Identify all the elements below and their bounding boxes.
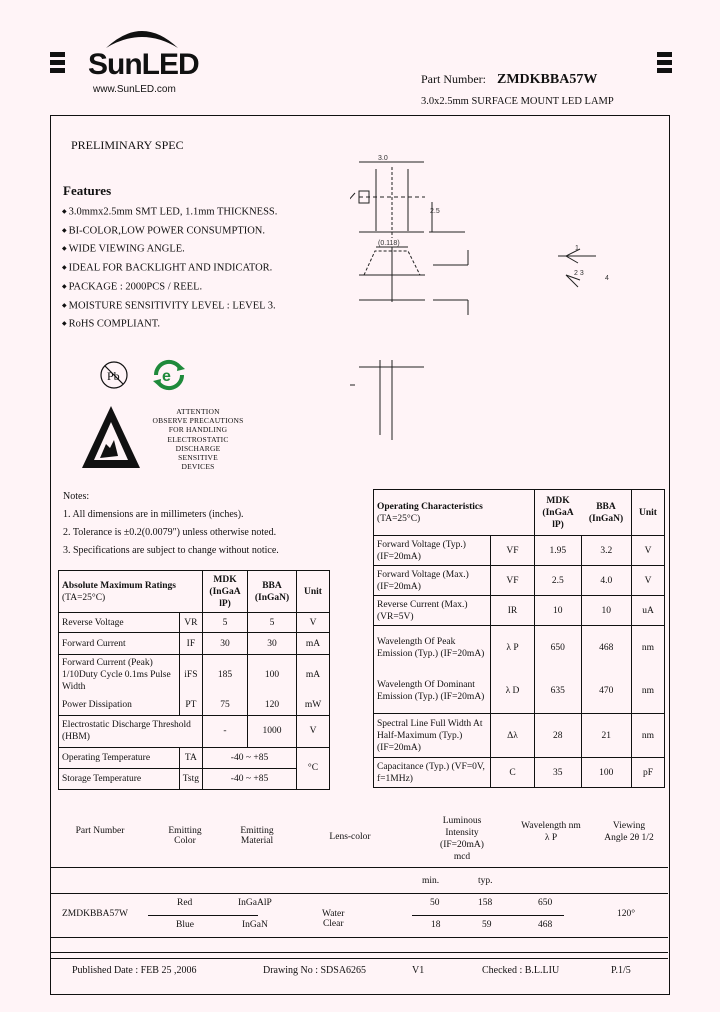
param: Wavelength Of Peak Emission (Typ.) (IF=20mA) — [374, 626, 491, 670]
param: Forward Voltage (Max.) (IF=20mA) — [374, 566, 491, 596]
table-row — [374, 566, 665, 596]
brand-website: www.SunLED.com — [93, 84, 176, 95]
range-value: -40 ~ +85 — [203, 747, 297, 768]
table-row — [59, 747, 330, 768]
param: Capacitance (Typ.) (VF=0V, f=1MHz) — [374, 758, 491, 788]
range-value: -40 ~ +85 — [203, 768, 297, 789]
table-row — [374, 536, 665, 566]
page-number: P.1/5 — [611, 965, 631, 976]
lens-color-value: Water Clear — [322, 909, 345, 929]
emitting-color: Red — [177, 898, 193, 908]
margin-marker-left — [50, 52, 65, 76]
symbol: C — [491, 758, 535, 788]
part-number-line — [421, 72, 597, 88]
unit: V — [297, 613, 330, 633]
svg-text:1: 1 — [575, 245, 579, 252]
emitting-color: Blue — [176, 920, 194, 930]
svg-text:Pb: Pb — [107, 369, 120, 383]
feature-item: ◆ WIDE VIEWING ANGLE. — [62, 240, 277, 259]
op-char-title: Operating Characteristics — [377, 501, 483, 512]
absolute-max-ratings-table — [58, 570, 330, 790]
symbol: iFS — [179, 655, 202, 696]
table-row — [374, 758, 665, 788]
esd-line: SENSITIVE — [178, 453, 218, 463]
spec-status: PRELIMINARY SPEC — [71, 138, 184, 152]
mdk-value: 10 — [535, 596, 582, 626]
param: Spectral Line Full Width At Half-Maximum (Typ.) (IF=20mA) — [374, 714, 491, 758]
bba-value: 21 — [581, 714, 632, 758]
param: Power Dissipation — [59, 695, 180, 715]
bba-value: 100 — [248, 655, 297, 696]
symbol: λ D — [491, 670, 535, 714]
param: Operating Temperature — [59, 747, 180, 768]
bba-value: 4.0 — [581, 566, 632, 596]
table-row — [59, 768, 330, 789]
unit: V — [632, 566, 665, 596]
param: Reverse Voltage — [59, 613, 180, 633]
table-row — [59, 695, 330, 715]
op-char-condition: (TA=25°C) — [377, 513, 421, 524]
mdk-value: 635 — [535, 670, 582, 714]
symbol: IF — [179, 633, 202, 655]
feature-item: ◆ RoHS COMPLIANT. — [62, 315, 277, 334]
bba-value: 30 — [248, 633, 297, 655]
feature-item: ◆ 3.0mmx2.5mm SMT LED, 1.1mm THICKNESS. — [62, 203, 277, 222]
unit: mA — [297, 655, 330, 696]
esd-line: OBSERVE PRECAUTIONS — [152, 416, 244, 426]
abs-max-condition: (TA=25°C) — [62, 592, 106, 603]
unit: uA — [632, 596, 665, 626]
note-item: 1. All dimensions are in millimeters (inches). — [63, 509, 244, 520]
header-lens-color: Lens-color — [329, 832, 371, 842]
mdk-value: 185 — [203, 655, 248, 696]
margin-marker-right — [657, 52, 672, 76]
selection-divider — [51, 958, 668, 959]
abs-max-title: Absolute Maximum Ratings — [62, 580, 177, 591]
unit: nm — [632, 626, 665, 670]
esd-warning-icon — [80, 404, 142, 470]
svg-text:2 3: 2 3 — [574, 270, 584, 277]
symbol: VF — [491, 566, 535, 596]
bba-value: 468 — [581, 626, 632, 670]
note-item: 2. Tolerance is ±0.2(0.0079") unless otherwise noted. — [63, 527, 277, 538]
bba-value: 120 — [248, 695, 297, 715]
notes — [63, 488, 279, 560]
param: Forward Voltage (Typ.) (IF=20mA) — [374, 536, 491, 566]
table-row — [59, 633, 330, 655]
feature-item: ◆ IDEAL FOR BACKLIGHT AND INDICATOR. — [62, 259, 277, 278]
col-unit: Unit — [297, 571, 330, 613]
feature-item: ◆ BI-COLOR,LOW POWER CONSUMPTION. — [62, 222, 277, 241]
drawing-number: Drawing No : SDSA6265 — [263, 965, 367, 976]
col-bba: BBA (InGaN) — [581, 490, 632, 536]
mdk-value: 75 — [203, 695, 248, 715]
unit: mW — [297, 695, 330, 715]
col-mdk: MDK (InGaA lP) — [535, 490, 582, 536]
symbol: IR — [491, 596, 535, 626]
symbol: VR — [179, 613, 202, 633]
mdk-value: 5 — [203, 613, 248, 633]
intensity-min: 18 — [431, 920, 441, 930]
symbol: PT — [179, 695, 202, 715]
bba-value: 470 — [581, 670, 632, 714]
selection-divider — [51, 893, 668, 894]
esd-warning-text — [148, 407, 248, 471]
unit: nm — [632, 670, 665, 714]
notes-title: Notes: — [63, 491, 90, 502]
unit: V — [632, 536, 665, 566]
unit: V — [297, 715, 330, 747]
bba-value: 1000 — [248, 715, 297, 747]
product-subtitle: 3.0x2.5mm SURFACE MOUNT LED LAMP — [421, 96, 614, 107]
symbol: TA — [179, 747, 202, 768]
esd-line: ATTENTION — [176, 407, 220, 416]
abs-max-header — [59, 571, 203, 613]
viewing-angle-value: 120° — [617, 909, 636, 919]
note-item: 3. Specifications are subject to change without notice. — [63, 545, 279, 556]
col-mdk: MDK (InGaA lP) — [203, 571, 248, 613]
intensity-typ: 59 — [482, 920, 492, 930]
svg-text:(0.118): (0.118) — [378, 240, 400, 247]
selection-divider — [51, 867, 668, 868]
param: Forward Current (Peak) 1/10Duty Cycle 0.1ms Pulse Width — [59, 655, 180, 696]
wavelength-value: 468 — [538, 920, 553, 930]
selection-divider — [51, 937, 668, 938]
intensity-typ: 158 — [478, 898, 493, 908]
unit: nm — [632, 714, 665, 758]
svg-text:2.5: 2.5 — [430, 208, 440, 215]
op-char-header — [374, 490, 535, 536]
brand-name: SunLED — [88, 48, 199, 81]
header-viewing-angle: Viewing Angle 2θ 1/2 — [604, 821, 654, 843]
table-row — [59, 715, 330, 747]
version: V1 — [412, 965, 425, 976]
mdk-value: 650 — [535, 626, 582, 670]
header-emitting-material: Emitting Material — [240, 826, 274, 846]
selection-part-number: ZMDKBBA57W — [62, 909, 128, 919]
symbol: Tstg — [179, 768, 202, 789]
subheader-min: min. — [422, 876, 440, 886]
col-bba: BBA (InGaN) — [248, 571, 297, 613]
operating-characteristics-table — [373, 489, 665, 788]
param: Forward Current — [59, 633, 180, 655]
rohs-e-icon — [150, 358, 188, 392]
row-divider — [412, 915, 564, 916]
header-part-number: Part Number — [75, 826, 125, 836]
table-row — [374, 596, 665, 626]
published-date: Published Date : FEB 25 ,2006 — [72, 965, 197, 976]
header-emitting-color: Emitting Color — [168, 826, 202, 846]
intensity-min: 50 — [430, 898, 440, 908]
unit: mA — [297, 633, 330, 655]
row-divider — [148, 915, 258, 916]
table-row — [59, 613, 330, 633]
mdk-value: 28 — [535, 714, 582, 758]
part-number-label: Part Number: — [421, 72, 486, 86]
esd-line: DISCHARGE — [175, 443, 221, 453]
checked-by: Checked : B.L.LIU — [482, 965, 560, 976]
symbol: VF — [491, 536, 535, 566]
part-number-value: ZMDKBBA57W — [497, 72, 598, 87]
col-unit: Unit — [632, 490, 665, 536]
subheader-typ: typ. — [478, 876, 493, 886]
emitting-material: InGaAlP — [238, 898, 272, 908]
symbol: Δλ — [491, 714, 535, 758]
features-list — [62, 203, 277, 334]
symbol: λ P — [491, 626, 535, 670]
mdk-value: 2.5 — [535, 566, 582, 596]
selection-divider — [51, 952, 668, 953]
bba-value: 3.2 — [581, 536, 632, 566]
emitting-material: InGaN — [242, 920, 268, 930]
bba-value: 5 — [248, 613, 297, 633]
bba-value: 100 — [581, 758, 632, 788]
feature-item: ◆ MOISTURE SENSITIVITY LEVEL : LEVEL 3. — [62, 297, 277, 316]
esd-line: DEVICES — [181, 462, 215, 472]
table-row — [374, 626, 665, 670]
param: Wavelength Of Dominant Emission (Typ.) (IF=20mA) — [374, 670, 491, 714]
svg-text:3.0: 3.0 — [378, 155, 388, 162]
param: Storage Temperature — [59, 768, 180, 789]
mdk-value: 30 — [203, 633, 248, 655]
mdk-value: 35 — [535, 758, 582, 788]
unit: °C — [297, 747, 330, 789]
package-dimension-drawing — [350, 155, 670, 455]
mdk-value: - — [203, 715, 248, 747]
unit: pF — [632, 758, 665, 788]
header-luminous-intensity: Luminous Intensity (IF=20mA) mcd — [440, 816, 484, 862]
table-row — [374, 714, 665, 758]
bba-value: 10 — [581, 596, 632, 626]
esd-line: FOR HANDLING — [168, 425, 228, 435]
wavelength-value: 650 — [538, 898, 553, 908]
svg-text:e: e — [162, 368, 171, 385]
mdk-value: 1.95 — [535, 536, 582, 566]
features-title: Features — [63, 183, 112, 198]
table-row — [59, 655, 330, 696]
param: Reverse Current (Max.) (VR=5V) — [374, 596, 491, 626]
param: Electrostatic Discharge Threshold (HBM) — [59, 715, 203, 747]
svg-text:4: 4 — [605, 275, 609, 282]
table-row — [374, 670, 665, 714]
esd-line: ELECTROSTATIC — [167, 434, 229, 444]
pb-free-icon — [99, 360, 129, 390]
header-wavelength: Wavelength nm λ P — [521, 821, 581, 843]
feature-item: ◆ PACKAGE : 2000PCS / REEL. — [62, 278, 277, 297]
